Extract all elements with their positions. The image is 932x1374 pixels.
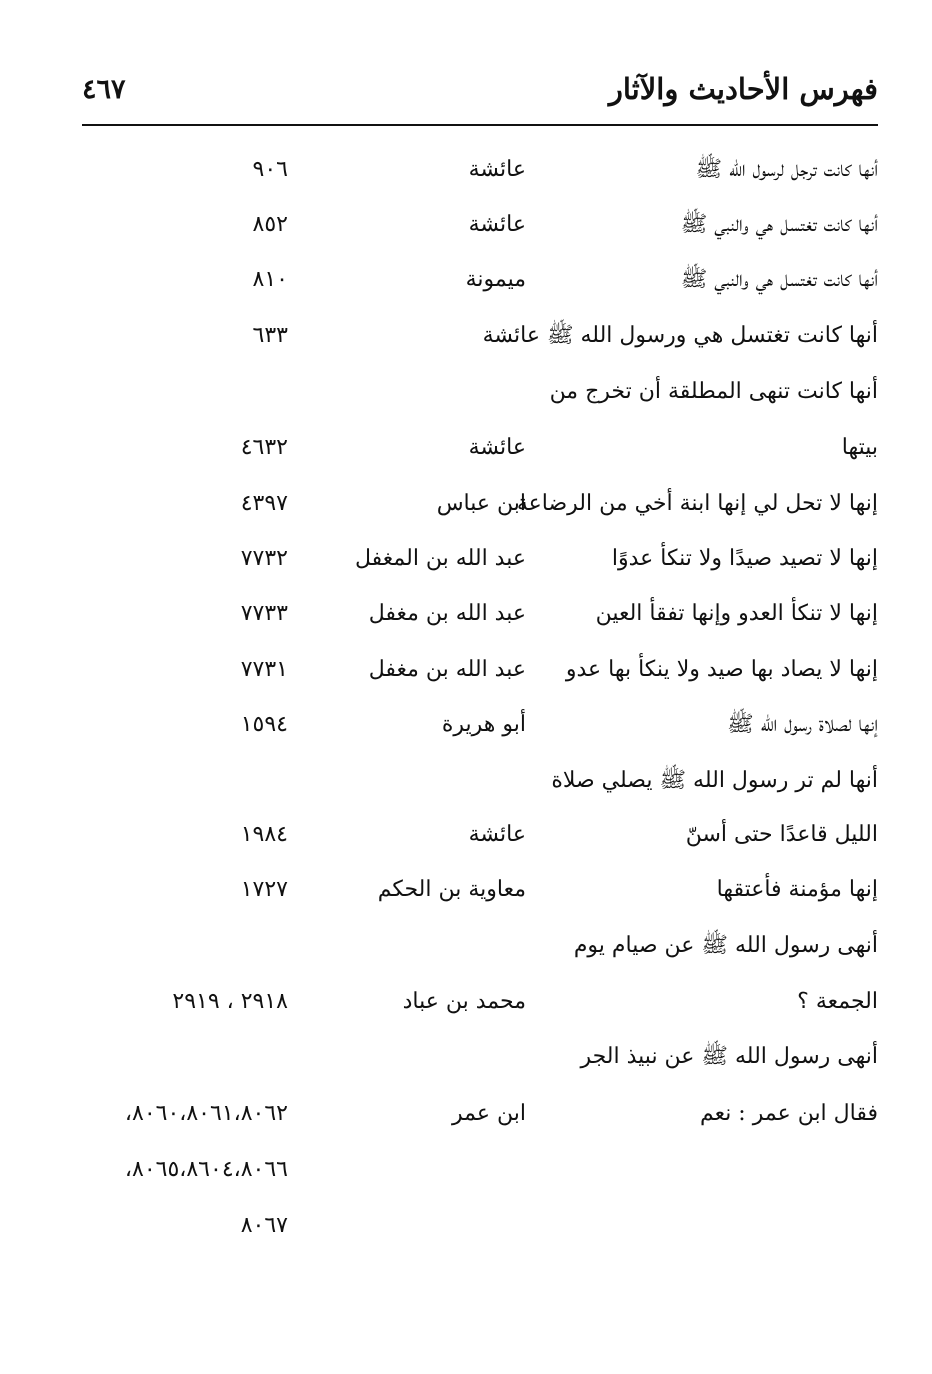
narrator: عبد الله بن المغفل (355, 546, 526, 571)
hadith-text: إنها لصلاة رسول الله ﷺ (727, 712, 878, 737)
hadith-text: إنها لا تحل لي إنها ابنة أخي من الرضاعة (516, 491, 878, 516)
index-entry (0, 761, 932, 801)
reference-number: ٧٧٣١ (240, 657, 288, 682)
index-entry (0, 539, 932, 579)
hadith-text: أنهى رسول الله ﷺ عن نبيذ الجر (580, 1044, 878, 1069)
narrator: ابن عباس (436, 491, 526, 516)
narrator: عائشة (468, 822, 526, 847)
index-entry (0, 594, 932, 634)
index-entry (0, 815, 932, 855)
page-title: فهرس الأحاديث والآثار (608, 72, 878, 106)
hadith-text: بيتها (841, 435, 878, 460)
index-entry (0, 870, 932, 910)
reference-number: ٧٧٣٢ (240, 546, 288, 571)
reference-number: ٨١٠ (252, 267, 288, 292)
index-entry (0, 150, 932, 190)
index-entry (0, 705, 932, 745)
narrator: عائشة (468, 435, 526, 460)
hadith-text: أنهى رسول الله ﷺ عن صيام يوم (573, 933, 878, 958)
index-entry (0, 650, 932, 690)
reference-number: ٩٠٦ (252, 157, 288, 182)
narrator: أبو هريرة (441, 712, 526, 737)
reference-number: ٧٧٣٣ (240, 601, 288, 626)
index-entry (0, 926, 932, 966)
narrator: عائشة (468, 212, 526, 237)
hadith-text: إنها لا تنكأ العدو وإنها تفقأ العين (595, 601, 878, 626)
page-header (82, 72, 878, 118)
reference-number: ٤٦٣٢ (240, 435, 288, 460)
index-entry (0, 1206, 932, 1246)
hadith-text: أنها كانت تغتسل هي ورسول الله ﷺ عائشة (482, 323, 878, 348)
narrator: عبد الله بن مغفل (368, 657, 526, 682)
hadith-text: إنها مؤمنة فأعتقها (716, 877, 878, 902)
index-entry (0, 1037, 932, 1077)
reference-number: ٢٩١٨ ، ٢٩١٩ (172, 989, 288, 1014)
index-entry (0, 428, 932, 468)
index-entry (0, 316, 932, 356)
hadith-text: فقال ابن عمر : نعم (699, 1101, 878, 1126)
hadith-text: إنها لا يصاد بها صيد ولا ينكأ بها عدو (565, 657, 878, 682)
index-entry (0, 372, 932, 412)
reference-number: ٨٥٢ (252, 212, 288, 237)
reference-number: ٨٠٦٥،٨٦٠٤،٨٠٦٦، (124, 1157, 288, 1182)
index-entry (0, 982, 932, 1022)
reference-number: ١٩٨٤ (240, 822, 288, 847)
index-entry (0, 1094, 932, 1134)
reference-number: ١٧٢٧ (240, 877, 288, 902)
index-entry (0, 205, 932, 245)
reference-number: ٦٣٣ (252, 323, 288, 348)
index-entry (0, 1150, 932, 1190)
hadith-text: أنها كانت تنهى المطلقة أن تخرج من (549, 379, 878, 404)
header-divider (82, 124, 878, 126)
narrator: عبد الله بن مغفل (368, 601, 526, 626)
page-number: ٤٦٧ (82, 74, 126, 105)
reference-number: ٨٠٦٧ (240, 1213, 288, 1238)
reference-number: ١٥٩٤ (240, 712, 288, 737)
hadith-text: أنها كانت تغتسل هي والنبي ﷺ (680, 212, 878, 237)
hadith-text: إنها لا تصيد صيدًا ولا تنكأ عدوًا (611, 546, 878, 571)
hadith-text: الليل قاعدًا حتى أسنّ (685, 822, 878, 847)
narrator: ابن عمر (452, 1101, 526, 1126)
narrator: ميمونة (465, 267, 526, 292)
index-entry (0, 260, 932, 300)
index-entry (0, 484, 932, 524)
hadith-text: أنها كانت ترجل لرسول الله ﷺ (695, 157, 878, 182)
hadith-text: أنها كانت تغتسل هي والنبي ﷺ (680, 267, 878, 292)
reference-number: ٨٠٦٠،٨٠٦١،٨٠٦٢، (124, 1101, 288, 1126)
narrator: محمد بن عباد (402, 989, 526, 1014)
narrator: عائشة (468, 157, 526, 182)
reference-number: ٤٣٩٧ (240, 491, 288, 516)
hadith-text: الجمعة ؟ (797, 989, 878, 1014)
narrator: معاوية بن الحكم (377, 877, 526, 902)
hadith-text: أنها لم تر رسول الله ﷺ يصلي صلاة (551, 768, 878, 793)
